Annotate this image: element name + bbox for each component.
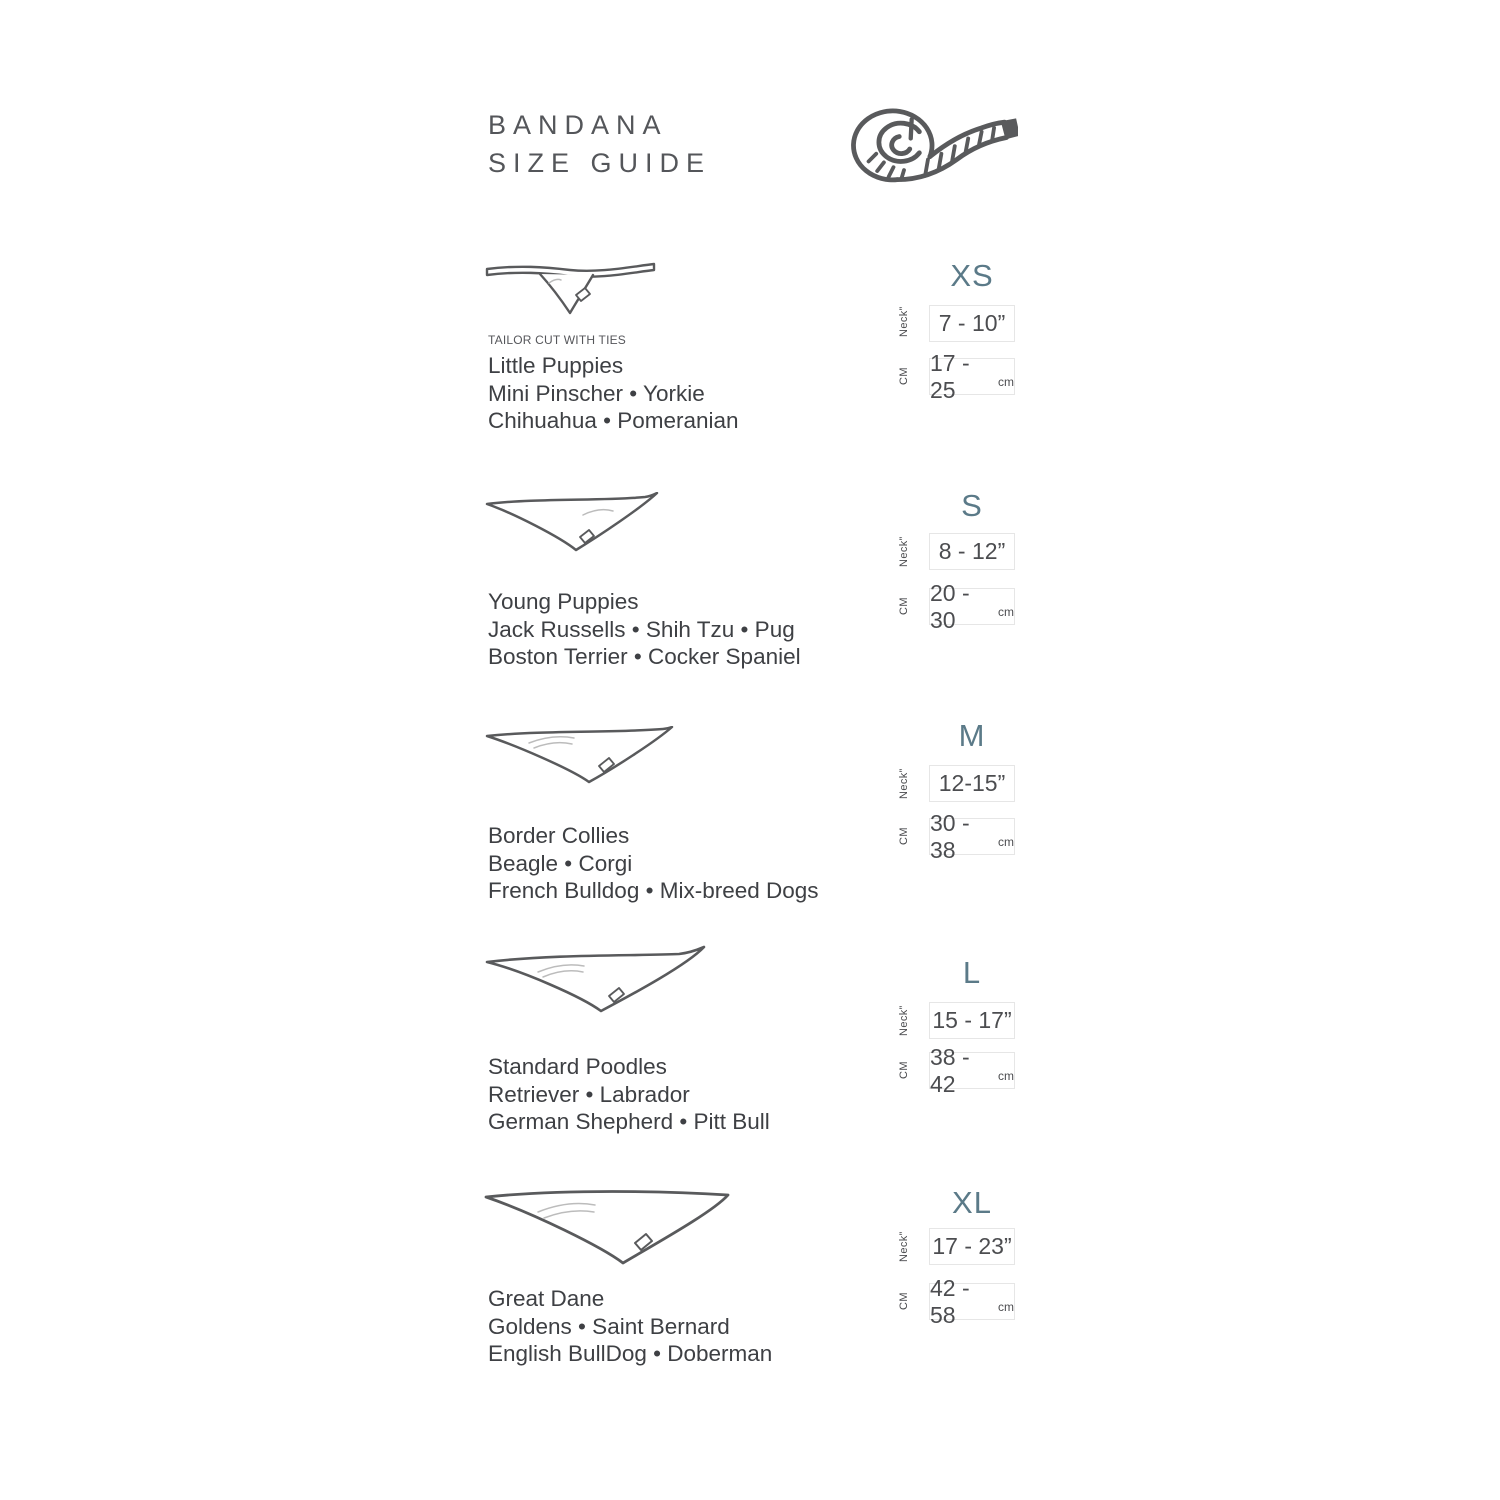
bandana-xs-icon [483, 256, 658, 320]
cm-measurement-box [929, 579, 1015, 633]
size-label: L [962, 955, 982, 990]
breed-line: Boston Terrier • Cocker Spaniel [488, 644, 801, 669]
breed-list [488, 352, 739, 435]
cm-measurement-box [929, 809, 1015, 863]
size-row-l [0, 945, 1500, 1185]
breed-list [488, 822, 819, 905]
bandana-s-icon [483, 492, 661, 556]
breed-line: Beagle • Corgi [488, 850, 633, 876]
measuring-tape-icon [836, 94, 1018, 204]
neck-measurement-box [929, 1002, 1015, 1039]
breed-line: Little Puppies [488, 353, 624, 378]
neck-measurement-box [929, 1228, 1015, 1265]
cm-measurement-box [929, 1043, 1015, 1097]
neck-range: 15 - 17” [932, 1007, 1012, 1033]
size-row-s [0, 488, 1500, 732]
size-row-xl [0, 1185, 1500, 1425]
cm-suffix: cm [998, 605, 1014, 619]
breed-line: Standard Poodles [488, 1054, 667, 1079]
neck-measurement-box [929, 765, 1015, 802]
cm-measurement-box [929, 349, 1015, 403]
cm-range: 38 - 42 [930, 1043, 970, 1097]
page-title-line2: SIZE GUIDE [488, 148, 712, 178]
cm-range: 30 - 38 [930, 809, 970, 863]
breed-list [488, 1285, 772, 1368]
bandana-xl-icon [483, 1185, 735, 1269]
cm-unit-label: CM [898, 367, 910, 386]
breed-line: Mini Pinscher • Yorkie [488, 380, 705, 406]
breed-line: French Bulldog • Mix-breed Dogs [488, 878, 819, 903]
size-label: M [958, 718, 986, 753]
size-label: XS [950, 258, 994, 293]
neck-measurement-box [929, 305, 1015, 342]
cm-suffix: cm [998, 835, 1014, 849]
breed-line: Chihuahua • Pomeranian [488, 408, 739, 433]
breed-line: Border Collies [488, 823, 630, 848]
neck-unit-label: Neck” [898, 1005, 910, 1037]
cm-unit-label: CM [898, 1061, 910, 1080]
cm-suffix: cm [998, 1300, 1014, 1314]
cm-range: 42 - 58 [930, 1274, 970, 1328]
size-row-m [0, 718, 1500, 966]
size-label: S [961, 488, 983, 523]
cm-unit-label: CM [898, 827, 910, 846]
page-title-line1: BANDANA [488, 110, 668, 140]
breed-line: Young Puppies [488, 589, 639, 614]
neck-range: 8 - 12” [938, 538, 1006, 564]
neck-unit-label: Neck” [898, 768, 910, 800]
cm-range: 17 - 25 [930, 349, 970, 403]
breed-line: Great Dane [488, 1286, 605, 1311]
tailor-cut-note: TAILOR CUT WITH TIES [488, 333, 627, 347]
neck-measurement-box [929, 533, 1015, 570]
breed-list [488, 1053, 770, 1136]
cm-suffix: cm [998, 1069, 1014, 1083]
neck-range: 12-15” [938, 770, 1006, 796]
breed-list [488, 588, 801, 671]
neck-range: 17 - 23” [932, 1233, 1012, 1259]
cm-suffix: cm [998, 375, 1014, 389]
cm-measurement-box [929, 1274, 1015, 1328]
breed-line: English BullDog • Doberman [488, 1341, 773, 1366]
neck-unit-label: Neck” [898, 536, 910, 568]
size-label: XL [952, 1185, 992, 1220]
breed-line: Jack Russells • Shih Tzu • Pug [488, 616, 795, 642]
cm-unit-label: CM [898, 1292, 910, 1311]
cm-unit-label: CM [898, 597, 910, 616]
neck-unit-label: Neck” [898, 306, 910, 338]
neck-unit-label: Neck” [898, 1231, 910, 1263]
breed-line: Goldens • Saint Bernard [488, 1313, 730, 1339]
bandana-m-icon [483, 726, 675, 788]
cm-range: 20 - 30 [930, 579, 970, 633]
page-title [488, 106, 711, 182]
breed-line: Retriever • Labrador [488, 1081, 690, 1107]
bandana-l-icon [483, 945, 708, 1027]
neck-range: 7 - 10” [938, 310, 1006, 336]
breed-line: German Shepherd • Pitt Bull [488, 1109, 770, 1134]
size-row-xs [0, 256, 1500, 496]
